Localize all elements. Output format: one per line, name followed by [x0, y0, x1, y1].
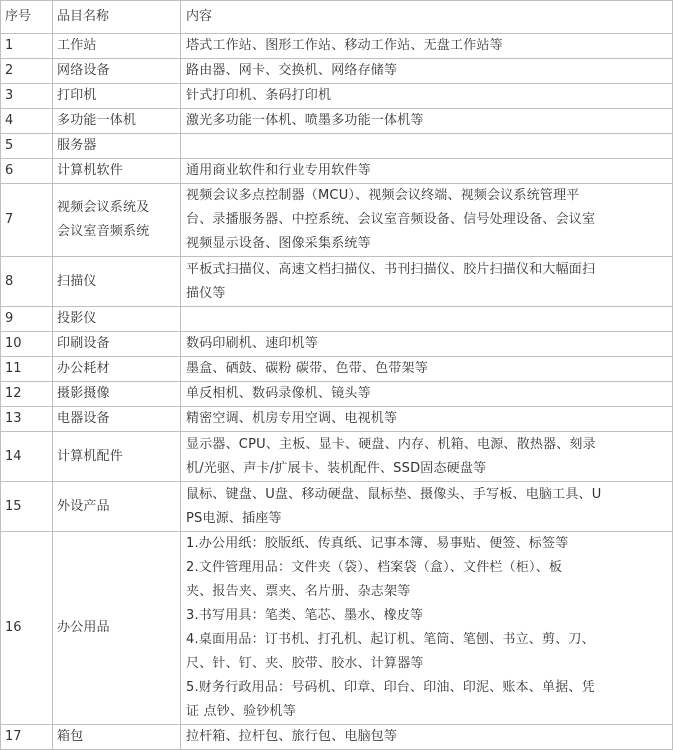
row-item-name: [53, 84, 181, 109]
item-name-line: 计算机软件: [57, 163, 124, 178]
item-name-line: 办公用品: [57, 620, 110, 635]
row-item-name: [53, 307, 181, 332]
row-item-name: [53, 382, 181, 407]
row-content: [181, 134, 673, 159]
row-index: 16: [1, 532, 53, 725]
content-line: 拉杆箱、拉杆包、旅行包、电脑包等: [186, 729, 398, 744]
row-item-name: [53, 184, 181, 257]
table-row: [1, 482, 673, 532]
item-name-line: 打印机: [57, 88, 97, 103]
content-line: 精密空调、机房专用空调、电视机等: [186, 411, 398, 426]
content-line: 机/光驱、声卡/扩展卡、装机配件、SSD固态硬盘等: [186, 460, 487, 476]
row-index: 13: [1, 407, 53, 432]
row-content: [181, 257, 673, 307]
row-content: [181, 159, 673, 184]
content-line: 3.书写用具：笔类、笔芯、墨水、橡皮等: [186, 608, 424, 623]
row-item-name: [53, 134, 181, 159]
table-row: [1, 407, 673, 432]
row-content: [181, 407, 673, 432]
header-item-name: 品目名称: [53, 1, 181, 34]
item-name-line: 网络设备: [57, 63, 110, 78]
row-item-name: [53, 257, 181, 307]
row-content: [181, 307, 673, 332]
row-content: [181, 109, 673, 134]
content-line: 描仪等: [186, 285, 226, 301]
row-index: 2: [1, 59, 53, 84]
content-line: 通用商业软件和行业专用软件等: [186, 163, 371, 178]
row-item-name: [53, 725, 181, 750]
content-line: 平板式扫描仪、高速文档扫描仪、书刊扫描仪、胶片扫描仪和大幅面扫: [186, 261, 596, 277]
row-content: [181, 482, 673, 532]
row-item-name: [53, 432, 181, 482]
table-row: [1, 184, 673, 257]
item-name-line: 会议室音频系统: [57, 224, 150, 239]
header-index: 序号: [1, 1, 53, 34]
table-row: [1, 532, 673, 725]
content-line: 证 点钞、验钞机等: [186, 704, 296, 719]
row-index: 4: [1, 109, 53, 134]
table-row: [1, 109, 673, 134]
table-header-row: [1, 1, 673, 34]
table-row: [1, 257, 673, 307]
content-line: 墨盒、硒鼓、碳粉 碳带、色带、色带架等: [186, 361, 428, 376]
content-line: 4.桌面用品：订书机、打孔机、起订机、笔筒、笔刨、书立、剪、刀、: [186, 632, 595, 647]
content-line: 数码印刷机、速印机等: [186, 336, 319, 351]
row-index: 3: [1, 84, 53, 109]
content-line: 路由器、网卡、交换机、网络存储等: [186, 63, 398, 78]
content-line: 夹、报告夹、票夹、名片册、杂志架等: [186, 584, 411, 599]
item-name-line: 电器设备: [57, 411, 110, 426]
row-item-name: [53, 482, 181, 532]
table-row: [1, 59, 673, 84]
item-name-line: 视频会议系统及: [57, 200, 150, 215]
item-name-line: 计算机配件: [57, 448, 124, 464]
row-item-name: [53, 407, 181, 432]
row-index: 15: [1, 482, 53, 532]
content-line: 尺、针、钉、夹、胶带、胶水、计算器等: [186, 656, 424, 671]
row-item-name: [53, 159, 181, 184]
row-content: [181, 357, 673, 382]
table-row: [1, 382, 673, 407]
item-name-line: 外设产品: [57, 498, 110, 514]
content-line: 显示器、CPU、主板、显卡、硬盘、内存、机箱、电源、散热器、刻录: [186, 436, 596, 452]
row-index: 11: [1, 357, 53, 382]
table-row: [1, 34, 673, 59]
content-line: 鼠标、键盘、U盘、移动硬盘、鼠标垫、摄像头、手写板、电脑工具、U: [186, 486, 602, 502]
row-index: 10: [1, 332, 53, 357]
content-line: 塔式工作站、图形工作站、移动工作站、无盘工作站等: [186, 38, 503, 53]
row-item-name: [53, 109, 181, 134]
content-line: 针式打印机、条码打印机: [186, 88, 332, 103]
row-index: 12: [1, 382, 53, 407]
row-index: 5: [1, 134, 53, 159]
row-content: [181, 84, 673, 109]
item-name-line: 服务器: [57, 138, 97, 153]
row-content: [181, 532, 673, 725]
row-content: [181, 34, 673, 59]
row-content: [181, 184, 673, 257]
table-row: [1, 134, 673, 159]
table-body: [1, 1, 673, 750]
content-line: 激光多功能一体机、喷墨多功能一体机等: [186, 113, 424, 128]
row-item-name: [53, 357, 181, 382]
table-row: [1, 725, 673, 750]
row-index: 1: [1, 34, 53, 59]
content-line: 5.财务行政用品：号码机、印章、印台、印油、印泥、账本、单据、凭: [186, 680, 595, 695]
row-content: [181, 59, 673, 84]
row-item-name: [53, 59, 181, 84]
content-line: 1.办公用纸：胶版纸、传真纸、记事本簿、易事贴、便签、标签等: [186, 536, 569, 551]
row-item-name: [53, 532, 181, 725]
row-index: 14: [1, 432, 53, 482]
item-name-line: 印刷设备: [57, 336, 110, 351]
item-name-line: 多功能一体机: [57, 113, 137, 128]
row-index: 9: [1, 307, 53, 332]
row-content: [181, 725, 673, 750]
content-line: 台、录播服务器、中控系统、会议室音频设备、信号处理设备、会议室: [186, 212, 596, 227]
row-content: [181, 332, 673, 357]
row-index: 7: [1, 184, 53, 257]
content-line: 视频显示设备、图像采集系统等: [186, 236, 371, 251]
item-name-line: 箱包: [57, 729, 84, 744]
row-content: [181, 382, 673, 407]
row-item-name: [53, 34, 181, 59]
item-name-line: 投影仪: [57, 311, 97, 326]
content-line: 2.文件管理用品：文件夹（袋）、档案袋（盒）、文件栏（柜）、板: [186, 560, 563, 575]
table-row: [1, 307, 673, 332]
row-content: [181, 432, 673, 482]
content-line: PS电源、插座等: [186, 510, 282, 526]
item-name-line: 办公耗材: [57, 361, 110, 376]
item-name-line: 扫描仪: [57, 273, 97, 289]
table-row: [1, 159, 673, 184]
table-row: [1, 357, 673, 382]
table-row: [1, 332, 673, 357]
table-row: [1, 84, 673, 109]
row-index: 8: [1, 257, 53, 307]
content-line: 视频会议多点控制器（MCU）、视频会议终端、视频会议系统管理平: [186, 188, 580, 203]
header-content: 内容: [181, 1, 673, 34]
item-name-line: 摄影摄像: [57, 386, 110, 401]
item-name-line: 工作站: [57, 38, 97, 53]
table-row: [1, 432, 673, 482]
row-item-name: [53, 332, 181, 357]
row-index: 6: [1, 159, 53, 184]
row-index: 17: [1, 725, 53, 750]
content-line: 单反相机、数码录像机、镜头等: [186, 386, 371, 401]
